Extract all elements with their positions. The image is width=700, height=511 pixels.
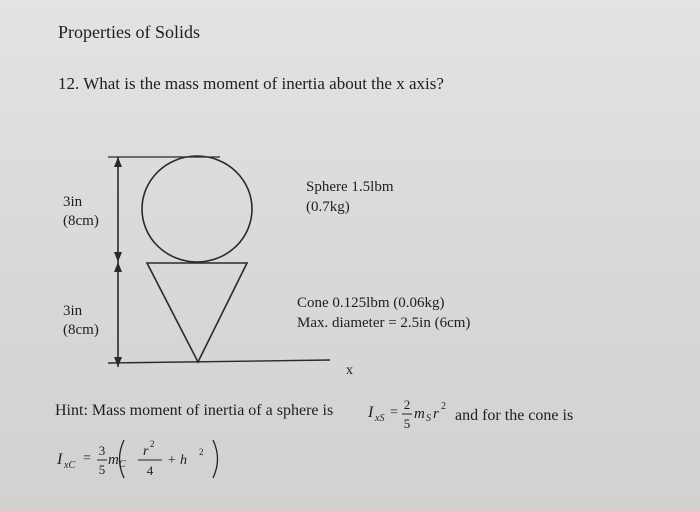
cone-shape bbox=[147, 263, 247, 362]
cone-fraction-den: 5 bbox=[98, 462, 106, 477]
cone-formula-mass: m bbox=[108, 452, 119, 468]
cone-formula-lhs-sub: xC bbox=[64, 460, 76, 471]
sphere-shape bbox=[142, 156, 252, 262]
paren-right bbox=[213, 440, 218, 478]
cone-plus-h: + h bbox=[167, 453, 187, 468]
sphere-fraction-num: 2 bbox=[403, 397, 411, 412]
cone-label bbox=[297, 293, 470, 333]
sphere-formula-lhs-sub: xS bbox=[375, 413, 385, 424]
hint-text: Hint: Mass moment of inertia of a sphere is bbox=[55, 402, 334, 419]
sphere-formula-r: r bbox=[433, 406, 439, 422]
arrowhead-top bbox=[114, 157, 122, 167]
x-axis-label: x bbox=[346, 363, 353, 378]
bottom-dimension-inches: 3in bbox=[63, 303, 83, 319]
question-text: 12. What is the mass moment of inertia about the x axis? bbox=[58, 74, 444, 93]
arrowhead-mid-up bbox=[114, 252, 122, 262]
sphere-formula-exp: 2 bbox=[441, 401, 446, 412]
x-axis-line bbox=[108, 360, 330, 363]
sphere-formula-mass-sub: S bbox=[426, 413, 431, 424]
cone-formula-mass-sub: C bbox=[119, 459, 126, 470]
cone-inner-num: r bbox=[143, 444, 149, 459]
sphere-formula-lhs: I bbox=[368, 404, 374, 421]
arrowhead-bottom bbox=[114, 357, 122, 367]
sphere-label bbox=[306, 177, 394, 217]
page-title: Properties of Solids bbox=[58, 22, 200, 42]
top-dimension-cm: (8cm) bbox=[63, 213, 99, 229]
sphere-equals: = bbox=[390, 405, 398, 420]
arrowhead-mid-down bbox=[114, 262, 122, 272]
hint-text-suffix: and for the cone is bbox=[455, 407, 574, 424]
cone-diameter: Max. diameter = 2.5in (6cm) bbox=[297, 315, 471, 331]
cone-inner-num-exp: 2 bbox=[150, 439, 155, 449]
cone-fraction-num: 3 bbox=[98, 443, 106, 458]
top-dimension-inches: 3in bbox=[63, 194, 83, 210]
sphere-mass: Sphere 1.5lbm bbox=[306, 179, 394, 195]
sphere-mass-kg: (0.7kg) bbox=[306, 199, 350, 215]
cone-equals: = bbox=[83, 451, 91, 466]
top-dimension-label bbox=[63, 193, 99, 231]
cone-inner-den: 4 bbox=[146, 463, 154, 478]
bottom-dimension-label bbox=[63, 302, 99, 340]
sphere-fraction-den: 5 bbox=[403, 416, 411, 431]
cone-mass: Cone 0.125lbm (0.06kg) bbox=[297, 295, 445, 311]
cone-plus-h-exp: 2 bbox=[199, 447, 204, 457]
sphere-formula-mass: m bbox=[414, 406, 425, 422]
cone-formula-lhs: I bbox=[57, 451, 63, 468]
bottom-dimension-cm: (8cm) bbox=[63, 322, 99, 338]
